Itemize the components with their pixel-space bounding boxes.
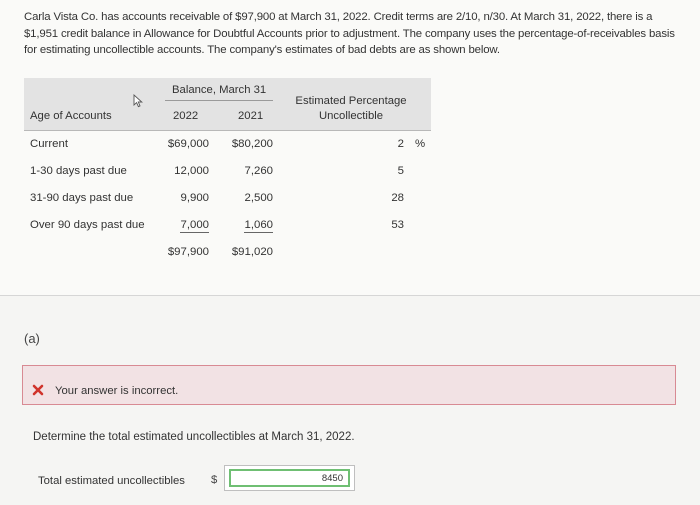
age-header: Age of Accounts (30, 110, 112, 122)
total-2021-cell: $91,020 (231, 246, 273, 258)
pct-cell: 53 (391, 219, 404, 231)
balance-2021-cell: $80,200 (231, 138, 273, 150)
pct-cell: 28 (391, 192, 404, 204)
balance-2021-cell: 2,500 (244, 192, 273, 204)
answer-label: Total estimated uncollectibles (38, 475, 185, 487)
balance-2022-cell: 9,900 (180, 192, 209, 204)
balance-2021-cell: 7,260 (244, 165, 273, 177)
age-cell: Current (30, 138, 68, 150)
pct-header-line1: Estimated Percentage (295, 95, 407, 107)
year-2022-header: 2022 (173, 110, 199, 122)
balance-2022-cell: $69,000 (167, 138, 209, 150)
total-2022-cell: $97,900 (167, 246, 209, 258)
balance-header: Balance, March 31 (172, 84, 267, 96)
pct-cell: 5 (397, 165, 404, 177)
percent-unit: % (415, 138, 426, 150)
balance-2022-cell: 12,000 (174, 165, 209, 177)
feedback-text: Your answer is incorrect. (55, 385, 179, 397)
balance-2021-cell (215, 219, 273, 231)
balance-2021-value: 1,060 (244, 219, 273, 231)
problem-text: Carla Vista Co. has accounts receivable of $97,900 at March 31, 2022. Credit terms are 2/10, n/30. At March 31, 2022, there is a $1,951 credit balance in Allowance for Doubtful Accounts prior to adjustment. The company uses the percentage-of-receivables basis for estimating uncollectible accounts. The company's estimates of bad debts are as shown below. (24, 11, 675, 57)
age-cell: 1-30 days past due (30, 165, 127, 177)
pct-header-line2: Uncollectible (318, 110, 384, 122)
total-uncollectibles-input[interactable] (229, 469, 350, 487)
balance-2022-value: 7,000 (180, 219, 209, 231)
balance-header-rule (165, 100, 273, 101)
age-cell: Over 90 days past due (30, 219, 145, 231)
pct-cell: 2 (397, 138, 404, 150)
age-cell: 31-90 days past due (30, 192, 134, 204)
balance-2022-cell (150, 219, 209, 231)
x-icon (32, 384, 44, 396)
year-2021-header: 2021 (238, 110, 264, 122)
mouse-cursor-icon (133, 94, 145, 108)
part-label: (a) (24, 331, 40, 346)
currency-symbol: $ (211, 474, 218, 486)
question-prompt: Determine the total estimated uncollectibles at March 31, 2022. (33, 431, 355, 443)
